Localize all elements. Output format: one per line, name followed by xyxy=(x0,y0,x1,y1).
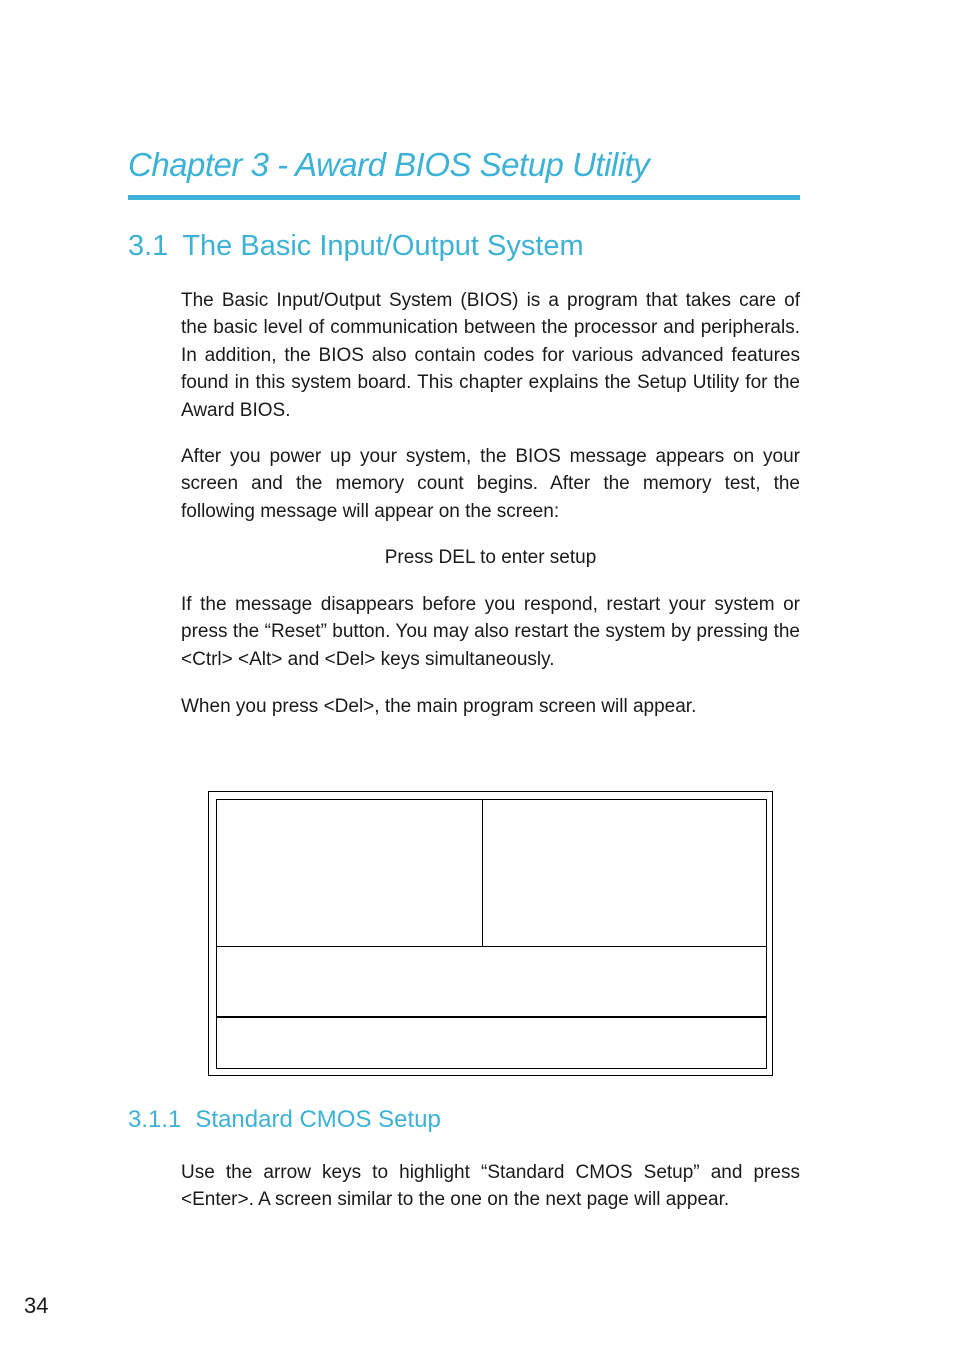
power-up-paragraph: After you power up your system, the BIOS message appears on your screen and the memory count begins. After the memory test, the following message will appear on the screen: xyxy=(181,446,800,522)
chapter-title-rule xyxy=(128,195,800,200)
bios-screen-status-divider xyxy=(216,1016,767,1018)
subsection-number: 3.1.1 xyxy=(128,1106,182,1133)
bios-screen-figure-inner xyxy=(216,799,767,1069)
bios-screen-menu-divider xyxy=(216,946,767,947)
bios-prompt-text: Press DEL to enter setup xyxy=(384,547,597,568)
main-screen-paragraph: When you press <Del>, the main program screen will appear. xyxy=(181,696,697,717)
section-title: The Basic Input/Output System xyxy=(182,230,584,262)
restart-paragraph: If the message disappears before you respond, restart your system or press the “Reset” button. You may also restart the system by pressing the <Ctrl> <Alt> and <Del> keys simultaneously. xyxy=(181,594,800,670)
subsection-heading xyxy=(128,1106,441,1134)
subsection-title: Standard CMOS Setup xyxy=(195,1106,441,1133)
section-number: 3.1 xyxy=(128,230,169,262)
bios-screen-column-divider xyxy=(482,799,483,947)
bios-prompt-message xyxy=(181,544,800,571)
section-heading xyxy=(128,230,584,263)
chapter-title: Chapter 3 - Award BIOS Setup Utility xyxy=(128,146,650,183)
standard-cmos-paragraph: Use the arrow keys to highlight “Standard CMOS Setup” and press <Enter>. A screen similar to the one on the next page will appear. xyxy=(181,1162,800,1211)
page-number: 34 xyxy=(24,1293,49,1318)
intro-paragraph: The Basic Input/Output System (BIOS) is a program that takes care of the basic level of communication between the processor and peripherals. In addition, the BIOS also contain codes for various advanced features found in this system board. This chapter explains the Setup Utility for the Award BIOS. xyxy=(181,290,800,421)
